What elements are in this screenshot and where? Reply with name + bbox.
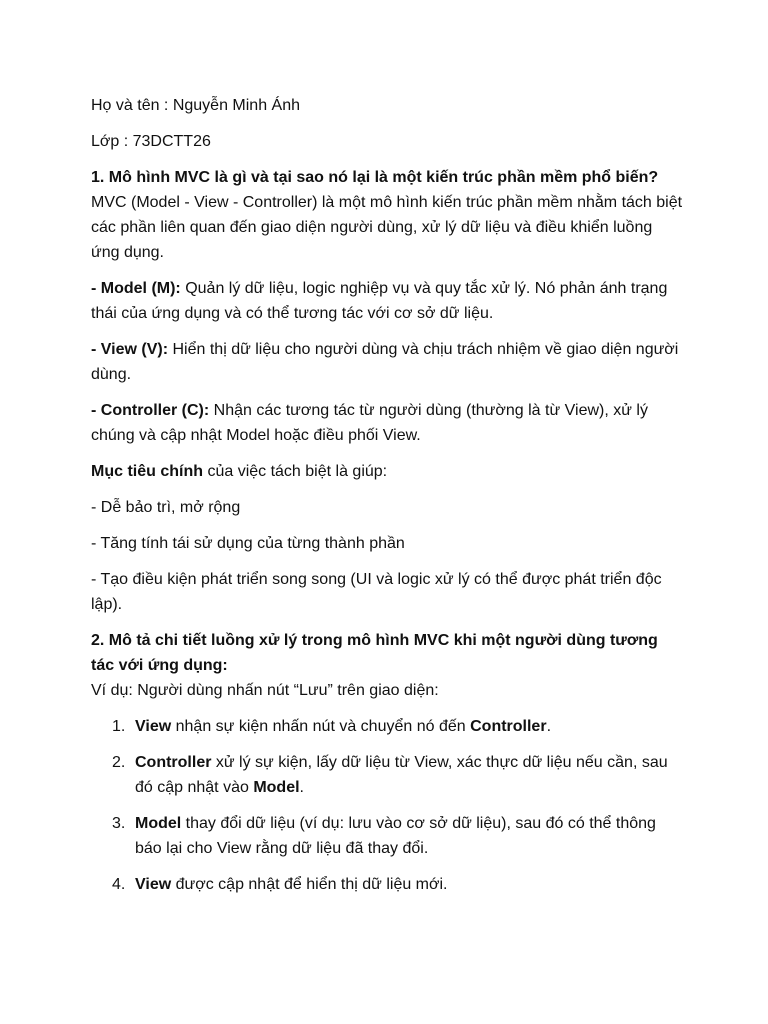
step-text: .	[546, 718, 552, 735]
list-item	[91, 750, 684, 800]
controller-description	[91, 398, 684, 448]
example-line: Ví dụ: Người dùng nhấn nút “Lưu” trên giao diện:	[91, 682, 439, 699]
step-text: thay đổi dữ liệu (ví dụ: lưu vào cơ sở dữ liệu), sau đó có thể thông báo lại cho View rằng dữ liệu đã thay đổi.	[135, 815, 656, 857]
list-item	[91, 811, 684, 861]
list-item	[91, 872, 684, 897]
question-2-heading: 2. Mô tả chi tiết luồng xử lý trong mô hình MVC khi một người dùng tương tác với ứng dụng:	[91, 632, 658, 674]
student-name: Họ và tên : Nguyễn Minh Ánh	[91, 97, 301, 114]
view-description	[91, 337, 684, 387]
step-number: 4.	[112, 876, 126, 893]
step-text: .	[299, 779, 304, 796]
step-number: 1.	[112, 718, 126, 735]
flow-steps-list	[91, 714, 684, 897]
goal-text: của việc tách biệt là giúp:	[203, 463, 388, 480]
model-text: Quản lý dữ liệu, logic nghiệp vụ và quy tắc xử lý. Nó phản ánh trạng thái của ứng dụng và có thể tương tác với cơ sở dữ liệu.	[91, 280, 668, 322]
step-bold-term: View	[135, 876, 172, 893]
goal-item: - Tạo điều kiện phát triển song song (UI và logic xử lý có thể được phát triển độc lập).	[91, 571, 662, 613]
goal-item: - Dễ bảo trì, mở rộng	[91, 499, 241, 516]
goal-item: - Tăng tính tái sử dụng của từng thành phần	[91, 535, 405, 552]
step-bold-term: View	[135, 718, 172, 735]
goal-label: Mục tiêu chính	[91, 463, 203, 480]
step-number: 3.	[112, 815, 126, 832]
model-label: - Model (M):	[91, 280, 181, 297]
view-text: Hiển thị dữ liệu cho người dùng và chịu trách nhiệm về giao diện người dùng.	[91, 341, 679, 383]
view-label: - View (V):	[91, 341, 169, 358]
step-bold-term: Model	[135, 815, 182, 832]
step-text: được cập nhật để hiển thị dữ liệu mới.	[171, 876, 448, 893]
step-bold-term: Controller	[470, 718, 547, 735]
goal-intro	[91, 459, 684, 484]
step-bold-term: Controller	[135, 754, 212, 771]
controller-label: - Controller (C):	[91, 402, 210, 419]
list-item	[91, 714, 684, 739]
step-bold-term: Model	[253, 779, 300, 796]
model-description	[91, 276, 684, 326]
controller-text: Nhận các tương tác từ người dùng (thường là từ View), xử lý chúng và cập nhật Model hoặc điều phối View.	[91, 402, 648, 444]
step-number: 2.	[112, 754, 126, 771]
question-1-heading: 1. Mô hình MVC là gì và tại sao nó lại là một kiến trúc phần mềm phổ biến?	[91, 169, 659, 186]
mvc-intro: MVC (Model - View - Controller) là một mô hình kiến trúc phần mềm nhằm tách biệt các phần liên quan đến giao diện người dùng, xử lý dữ liệu và điều khiển luồng ứng dụng.	[91, 194, 683, 261]
student-class: Lớp : 73DCTT26	[91, 133, 211, 150]
step-text: xử lý sự kiện, lấy dữ liệu từ View, xác thực dữ liệu nếu cần, sau đó cập nhật vào	[135, 754, 668, 796]
step-text: nhận sự kiện nhấn nút và chuyển nó đến	[171, 718, 471, 735]
